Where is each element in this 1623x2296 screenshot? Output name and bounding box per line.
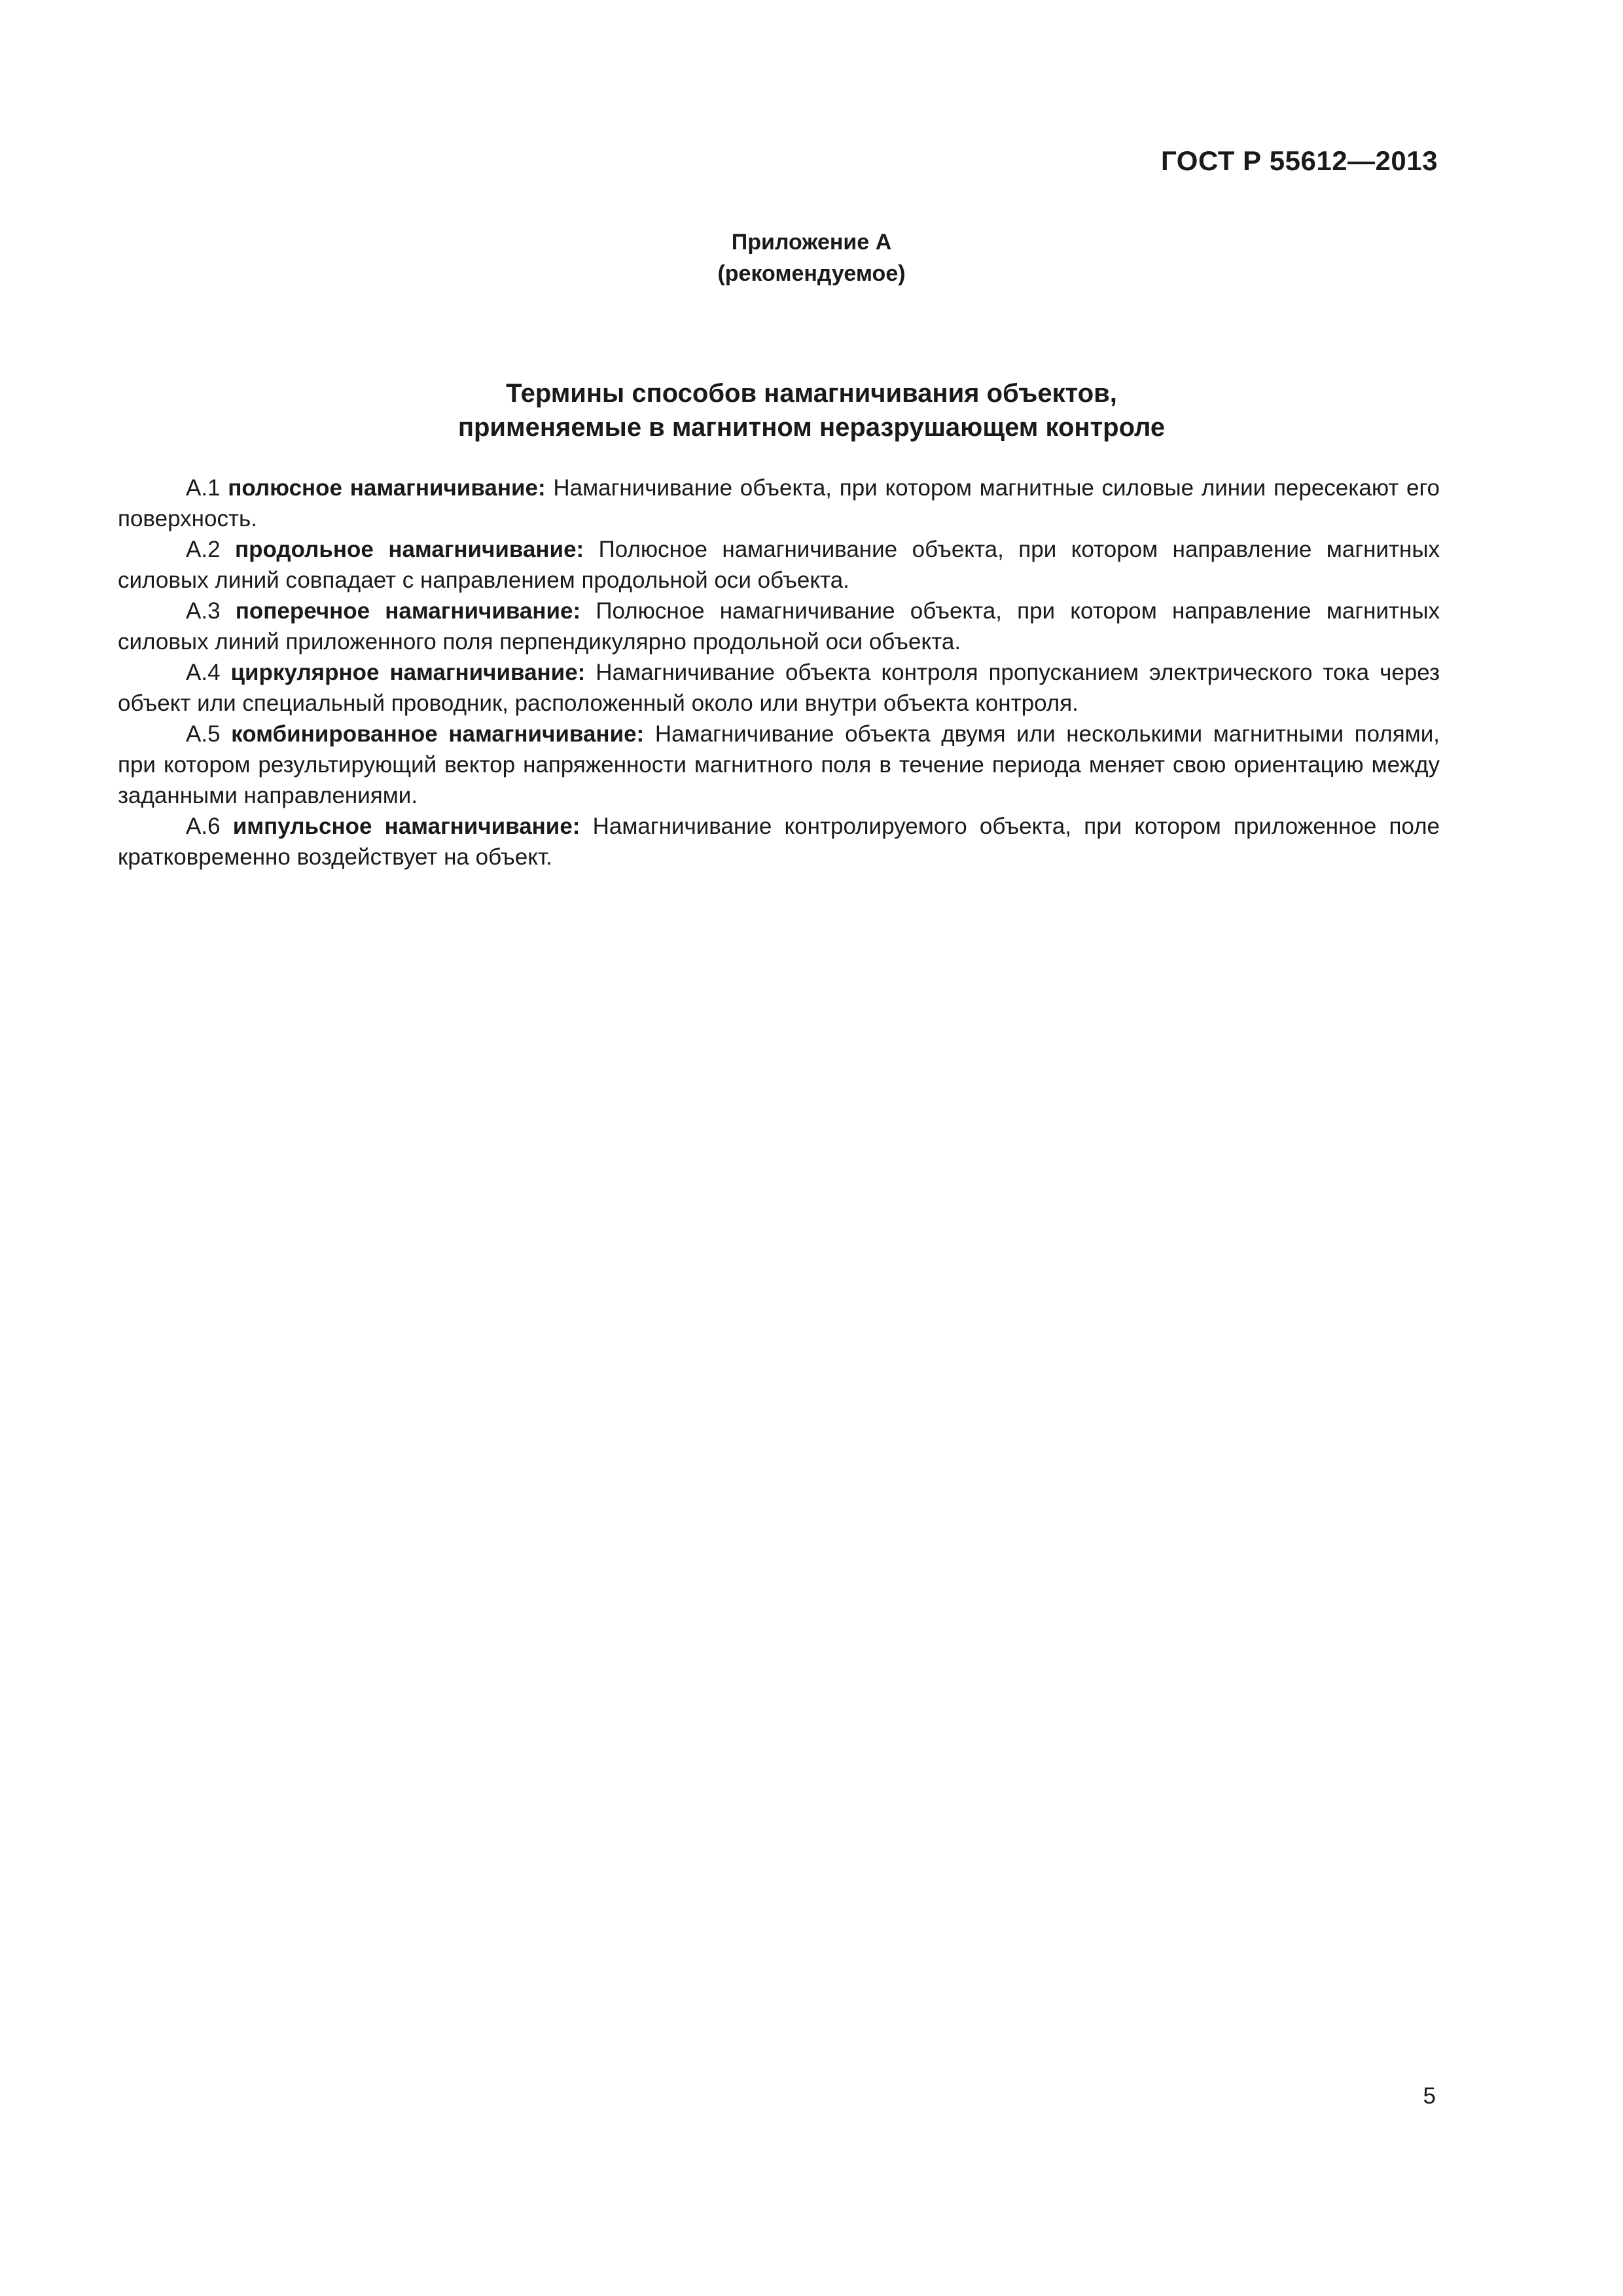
term-definition: Намагничивание объекта, при котором магнитные силовые линии пересекают его поверхность. (118, 475, 1440, 531)
term-name: полюсное намагничивание: (228, 475, 546, 501)
term-name: циркулярное намагничивание: (230, 660, 586, 685)
term-name: импульсное намагничивание: (232, 814, 580, 839)
term-number: А.6 (186, 814, 233, 839)
term-definition: Намагничивание объекта контроля пропусканием электрического тока через объект или специальный проводник, расположенный около или внутри объекта контроля. (118, 660, 1440, 716)
term-name: поперечное намагничивание: (235, 598, 581, 624)
term-number: А.5 (186, 721, 232, 747)
term-entry-a2 (118, 534, 1440, 596)
terms-list (118, 473, 1440, 872)
term-definition: Намагничивание контролируемого объекта, при котором приложенное поле кратковременно воздействует на объект. (118, 814, 1440, 870)
appendix-label: Приложение А (731, 230, 892, 255)
term-entry-a6 (118, 811, 1440, 872)
appendix-heading (0, 226, 1623, 289)
term-definition: Полюсное намагничивание объекта, при котором направление магнитных силовых линий приложенного поля перпендикулярно продольной оси объекта. (118, 598, 1440, 655)
term-entry-a4 (118, 657, 1440, 719)
term-definition: Полюсное намагничивание объекта, при котором направление магнитных силовых линий совпадает с направлением продольной оси объекта. (118, 537, 1440, 593)
term-entry-a3 (118, 596, 1440, 657)
term-entry-a1 (118, 473, 1440, 534)
section-title-line-2: применяемые в магнитном неразрушающем контроле (457, 413, 1166, 442)
term-definition: Намагничивание объекта двумя или несколькими магнитными полями, при котором результирующий вектор напряженности магнитного поля в течение периода меняет свою ориентацию между заданными направлениями. (118, 721, 1440, 808)
document-code: ГОСТ Р 55612—2013 (1161, 145, 1438, 176)
term-entry-a5 (118, 719, 1440, 811)
term-name: комбинированное намагничивание: (231, 721, 645, 747)
appendix-status: (рекомендуемое) (717, 261, 906, 286)
page-number: 5 (1423, 2083, 1436, 2109)
term-number: А.1 (186, 475, 228, 501)
term-name: продольное намагничивание: (234, 537, 584, 562)
section-title (0, 376, 1623, 444)
section-title-line-1: Термины способов намагничивания объектов, (506, 379, 1117, 408)
term-number: А.3 (186, 598, 236, 624)
term-number: А.4 (186, 660, 231, 685)
term-number: А.2 (186, 537, 235, 562)
